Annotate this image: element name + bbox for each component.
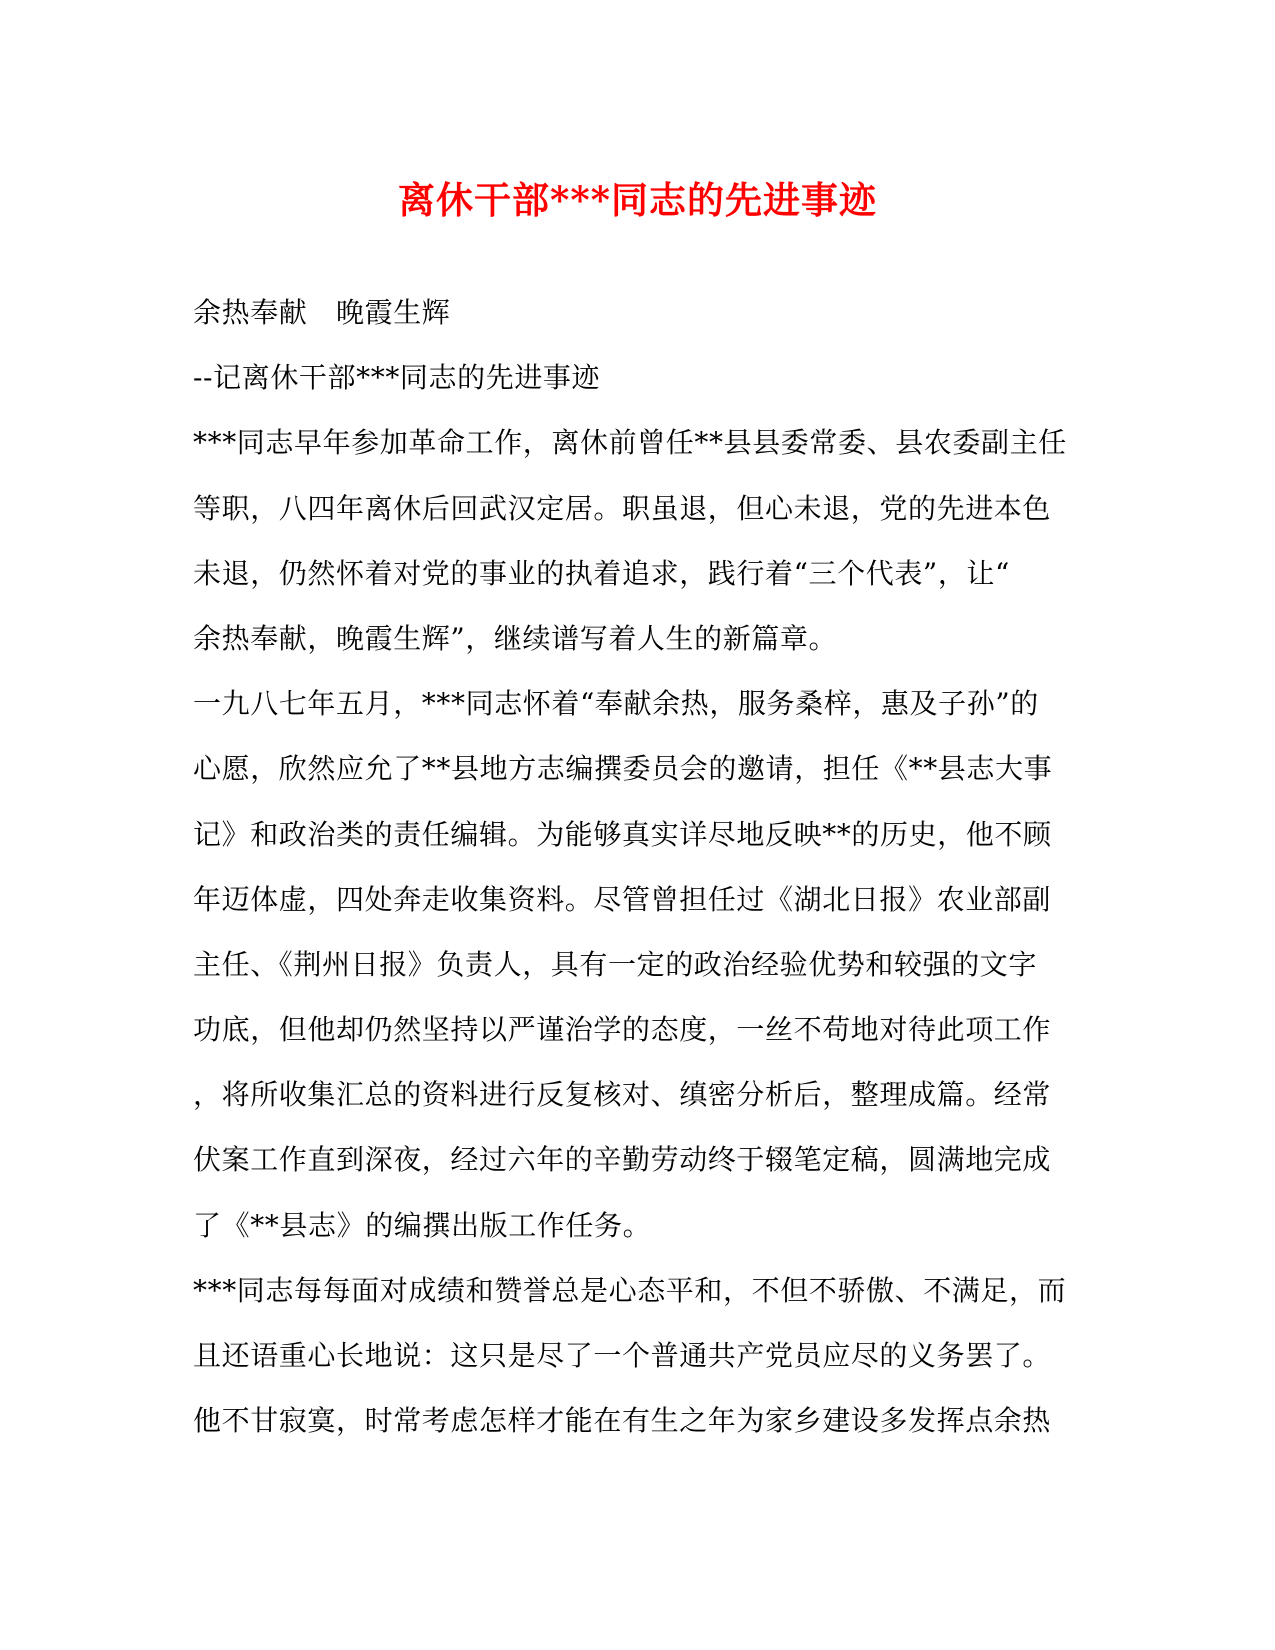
body-line: 等职，八四年离休后回武汉定居。职虽退，但心未退，党的先进本色 xyxy=(193,491,1052,525)
body-line: 余热奉献 晚霞生辉 xyxy=(193,296,451,329)
body-line: 心愿，欣然应允了**县地方志编撰委员会的邀请，担任《**县志大事 xyxy=(193,752,1053,786)
body-line: 功底，但他却仍然坚持以严谨治学的态度，一丝不苟地对待此项工作 xyxy=(193,1013,1052,1047)
body-line: 一九八七年五月，***同志怀着“奉献余热，服务桑梓，惠及子孙”的 xyxy=(193,687,1039,721)
body-line: ***同志每每面对成绩和赞誉总是心态平和，不但不骄傲、不满足，而 xyxy=(193,1273,1067,1307)
body-line: 主任、《荆州日报》负责人，具有一定的政治经验优势和较强的文字 xyxy=(193,947,1038,981)
body-line: ，将所收集汇总的资料进行反复核对、缜密分析后，整理成篇。经常 xyxy=(193,1078,1052,1112)
body-line: ***同志早年参加革命工作，离休前曾任**县县委常委、县农委副主任 xyxy=(193,426,1067,460)
body-line: 未退，仍然怀着对党的事业的执着追求，践行着“三个代表”，让“ xyxy=(193,556,1010,590)
body-line: 记》和政治类的责任编辑。为能够真实详尽地反映**的历史，他不顾 xyxy=(193,817,1052,851)
body-line: 了《**县志》的编撰出版工作任务。 xyxy=(193,1208,652,1242)
body-line: 伏案工作直到深夜，经过六年的辛勤劳动终于辍笔定稿，圆满地完成 xyxy=(193,1143,1052,1177)
body-line: --记离休干部***同志的先进事迹 xyxy=(193,361,601,395)
body-line: 年迈体虚，四处奔走收集资料。尽管曾担任过《湖北日报》农业部副 xyxy=(193,882,1052,916)
document-body xyxy=(193,280,1083,1453)
body-line: 他不甘寂寞，时常考虑怎样才能在有生之年为家乡建设多发挥点余热 xyxy=(193,1404,1052,1438)
document-title: 离休干部***同志的先进事迹 xyxy=(397,178,878,222)
body-line: 余热奉献，晚霞生辉”，继续谱写着人生的新篇章。 xyxy=(193,621,838,655)
body-line: 且还语重心长地说：这只是尽了一个普通共产党员应尽的义务罢了。 xyxy=(193,1339,1052,1372)
